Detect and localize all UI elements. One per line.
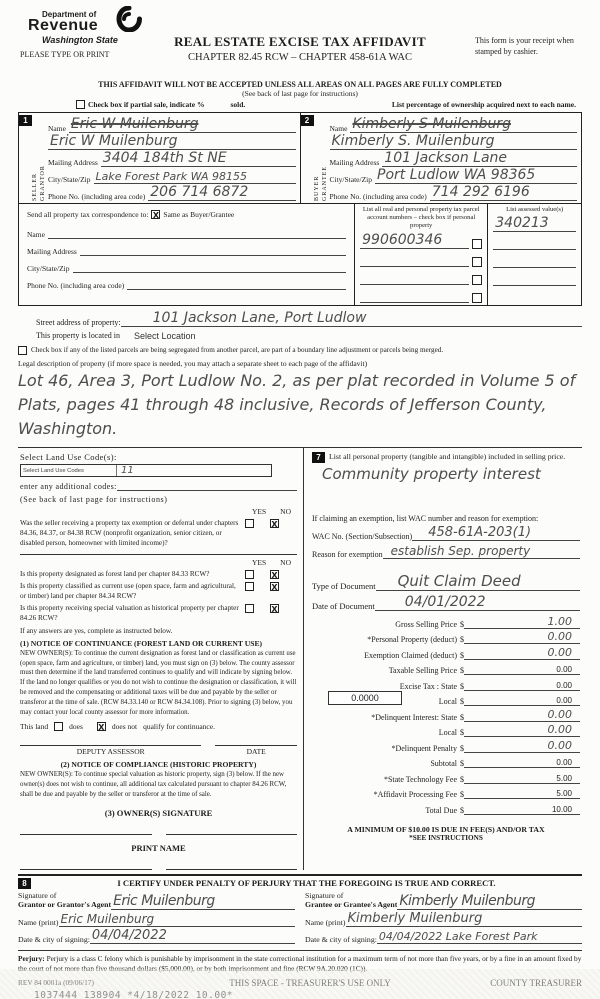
corr-phone-label: Phone No. (including area code) xyxy=(27,281,125,290)
fee-exemption-value: 0.00 xyxy=(547,645,572,659)
fee-row-taxable: Taxable Selling Price $ 0.00 xyxy=(312,660,580,676)
divider xyxy=(20,554,297,555)
buyer-city-label: City/State/Zip xyxy=(329,175,372,184)
corr-name-label: Name xyxy=(27,230,45,239)
reason-label: Reason for exemption xyxy=(312,550,383,560)
street-address-value: 101 Jackson Lane, Port Ludlow xyxy=(152,309,367,326)
notice-compliance-body: NEW OWNER(S): To continue special valuation as historic property, sign (3) below. If the new owner(s) does not wish to continue, all additional tax calculated pursuant to chapter 84.26 RCW, shall be due and payable by the seller or transferor at the time of sale. xyxy=(20,771,287,799)
form-subtitle: CHAPTER 82.45 RCW – CHAPTER 458-61A WAC xyxy=(188,52,412,63)
buyer-phone-value: 714 292 6196 xyxy=(431,184,530,200)
buyer-side-labels xyxy=(314,115,330,201)
notice-continuance-body: NEW OWNER(S): To continue the current designation as forest land or classification as current use (open space, farm and agriculture, or timber) land, you must sign on (3) below. The county assessor must then determine if the land transferred continues to qualify and will indicate by signing below. If the land no longer qualifies or you do not wish to continue the designation or classification, it will be removed and the compensating or additional taxes will be due and payable by the seller or transferor at the time of sale. (RCW 84.33.140 or RCW 84.34.108). Prior to signing (3) below, you may contact your local county assessor for more information. xyxy=(20,649,297,716)
additional-codes-label: enter any additional codes: xyxy=(20,482,117,492)
q-forest-yes-checkbox[interactable] xyxy=(245,570,254,579)
grantor-date-label: Date & city of signing: xyxy=(18,934,90,944)
land-use-dropdown[interactable] xyxy=(20,464,272,477)
treasurer-space-label: THIS SPACE - TREASURER'S USE ONLY xyxy=(229,977,391,988)
location-dropdown[interactable]: Select Location xyxy=(133,330,196,341)
seller-city-value: Lake Forest Park WA 98155 xyxy=(95,170,247,183)
fee-dil-value: 0.00 xyxy=(547,723,572,737)
seller-name-scribble: Eric W Muilenburg xyxy=(70,116,199,132)
parties-box xyxy=(18,112,582,306)
exemption-heading: If claiming an exemption, list WAC number and reason for exemption: xyxy=(312,514,539,524)
section-1-badge: 1 xyxy=(19,115,32,126)
doc-date-value: 04/01/2022 xyxy=(404,594,486,611)
parcel-line-2[interactable] xyxy=(360,251,469,267)
legal-description-label: Legal description of property (if more space is needed, you may attach a separate sheet to each page of the affidavit) xyxy=(18,358,368,368)
assessed-line-2[interactable] xyxy=(493,234,576,250)
grantor-print-line[interactable] xyxy=(59,912,296,927)
grantor-print-value: Eric Muilenburg xyxy=(60,911,155,926)
assessed-line-3[interactable] xyxy=(493,252,576,268)
question-historic: Is this property receiving special valuation as historical property per chapter 84.26 RCW? X xyxy=(20,603,278,622)
parcel-checkbox-4[interactable] xyxy=(472,293,482,303)
assessed-heading: List assessed value(s) xyxy=(506,206,564,213)
seller-mailing-label: Mailing Address xyxy=(48,158,98,167)
legal-description-value: Lot 46, Area 3, Port Ludlow No. 2, as per plat recorded in Volume 5 of Plats, pages 41 through 48 inclusive, Records of Jefferson County, Washington. xyxy=(18,370,576,439)
see-back-note: (See back of last page for instructions) xyxy=(242,89,358,98)
corr-mailing-line[interactable] xyxy=(80,241,346,256)
buyer-mailing-line[interactable] xyxy=(382,152,577,167)
wac-line[interactable] xyxy=(412,526,580,541)
see-instructions-note: *SEE INSTRUCTIONS xyxy=(409,833,483,842)
fee-row-tech-fee: *State Technology Fee $ 5.00 xyxy=(312,768,580,784)
buyer-mailing-label: Mailing Address xyxy=(329,158,380,167)
additional-codes-line[interactable] xyxy=(117,481,297,491)
land-use-column xyxy=(18,448,304,870)
seller-city-label: City/State/Zip xyxy=(48,175,91,184)
grantor-signature-block xyxy=(18,891,295,944)
buyer-name-label: Name xyxy=(329,124,348,133)
yes-label: YES xyxy=(251,507,267,517)
corr-city-label: City/State/Zip xyxy=(27,264,70,273)
land-does-checkbox[interactable] xyxy=(54,722,63,731)
tax-column xyxy=(304,448,582,870)
buyer-phone-line[interactable] xyxy=(430,186,577,201)
fee-row-local: 0.0000 Local $ 0.00 xyxy=(312,691,580,707)
fee-gross-value: 1.00 xyxy=(547,614,572,628)
section-8-badge: 8 xyxy=(18,878,31,889)
deputy-assessor-row xyxy=(20,745,297,756)
personal-property-heading: List all personal property (tangible and intangible) included in selling price. xyxy=(329,452,566,462)
main-columns xyxy=(18,447,582,870)
grantor-label: GRANTOR xyxy=(40,165,46,201)
warning-line: THIS AFFIDAVIT WILL NOT BE ACCEPTED UNLESS ALL AREAS ON ALL PAGES ARE FULLY COMPLETED xyxy=(98,80,502,89)
segregated-checkbox[interactable] xyxy=(18,346,27,355)
doc-date-row xyxy=(312,591,580,611)
fee-row-personal-property: *Personal Property (deduct) $ 0.00 xyxy=(312,629,580,645)
land-does-not-checkbox[interactable]: X xyxy=(98,723,105,733)
sold-label: sold. xyxy=(230,100,246,109)
treasurer-stamp: 1037444 138904 *4/18/2022 10.00* xyxy=(34,989,234,999)
corr-city-line[interactable] xyxy=(73,258,347,273)
street-address-line[interactable] xyxy=(121,311,582,327)
seller-name-label: Name xyxy=(48,124,66,133)
wac-row xyxy=(312,523,580,541)
notice-continuance-title: (1) NOTICE OF CONTINUANCE (FOREST LAND OR CURRENT USE) xyxy=(20,638,263,648)
perjury-note: Perjury: Perjury is a class C felony which is punishable by imprisonment in the state correctional institution for a maximum term of not more than five years, or by a fine in an amount fixed by the court of not more than five thousand dollars ($5,000.00), or by both imprisonment and fine (RCW 9A.20.020 (1C)). xyxy=(18,950,582,974)
land-use-code-value: 11 xyxy=(121,465,134,477)
partial-sale-label: Check box if partial sale, indicate % xyxy=(88,100,205,109)
owner-signature-line-1[interactable] xyxy=(20,834,152,835)
parcel-line-3[interactable] xyxy=(360,269,469,285)
doc-type-label: Type of Document xyxy=(312,581,376,592)
q-forest-no-checkbox[interactable]: X xyxy=(271,570,278,580)
fee-subtotal-value: 0.00 xyxy=(556,758,572,768)
fee-row-processing-fee: *Affidavit Processing Fee $ 5.00 xyxy=(312,784,580,800)
logo-revenue-text: Revenue xyxy=(28,17,99,34)
buyer-city-value: Port Ludlow WA 98365 xyxy=(377,167,536,183)
reason-row xyxy=(312,541,580,559)
local-rate-box[interactable]: 0.0000 xyxy=(328,691,402,705)
logo-dept-text: Department of xyxy=(42,10,97,19)
fee-table xyxy=(312,613,580,815)
land-use-heading: Select Land Use Code(s): xyxy=(20,452,117,463)
grantee-sig-label: Signature of Grantee or Grantee's Agent xyxy=(305,890,398,910)
deputy-date-line: DATE xyxy=(215,745,297,756)
fee-total-value: 10.00 xyxy=(551,804,572,814)
reason-line[interactable] xyxy=(383,544,580,559)
parcel-line-4[interactable] xyxy=(360,287,469,303)
assessed-values-section xyxy=(487,204,581,305)
question-exemption: Was the seller receiving a property tax exemption or deferral under chapters 84.36, 84.37, or 84.38 RCW (nonprofit organization, senior citizen, or disabled person, homeowner with limited income)? X xyxy=(20,519,278,548)
fee-row-delinquent-interest-local: Local $ 0.00 xyxy=(312,722,580,738)
yes-no-header-1 xyxy=(20,507,297,516)
seller-name-line[interactable] xyxy=(69,118,296,133)
parcel-line-1[interactable] xyxy=(360,233,469,249)
if-yes-note: If any answers are yes, complete as instructed below. xyxy=(20,626,173,635)
q-historic-no-checkbox[interactable]: X xyxy=(271,604,278,614)
wac-value: 458-61A-203(1) xyxy=(428,525,532,541)
buyer-phone-label: Phone No. (including area code) xyxy=(329,192,427,201)
wac-label: WAC No. (Section/Subsection) xyxy=(312,532,413,542)
logo-state-text: Washington State xyxy=(42,35,118,45)
owner-signature-lines xyxy=(20,834,297,835)
fee-local-value: 0.00 xyxy=(556,696,572,706)
fee-row-excise-state: Excise Tax : State $ 0.00 xyxy=(312,675,580,691)
partial-sale-row xyxy=(18,100,582,109)
scan-noise xyxy=(0,969,600,999)
same-as-buyer-checkbox[interactable]: X xyxy=(152,211,159,220)
seller-section xyxy=(19,113,300,203)
correspondence-section xyxy=(19,204,354,305)
partial-sale-checkbox[interactable] xyxy=(76,100,85,109)
seller-side-labels xyxy=(32,115,48,201)
please-type-note: PLEASE TYPE OR PRINT xyxy=(20,50,110,59)
seller-mailing-value: 3404 184th St NE xyxy=(102,150,227,166)
street-address-row xyxy=(18,311,582,327)
ownership-note: List percentage of ownership acquired next to each name. xyxy=(391,100,576,109)
parcel-numbers-section xyxy=(354,204,487,305)
personal-property-value: Community property interest xyxy=(322,465,541,484)
section-7-badge: 7 xyxy=(312,452,325,463)
grantee-date-value: 04/04/2022 Lake Forest Park xyxy=(378,929,538,943)
doc-date-line[interactable] xyxy=(375,596,580,611)
corr-phone-line[interactable] xyxy=(127,275,346,290)
print-name-line-2[interactable] xyxy=(166,869,298,870)
seller-phone-value: 206 714 6872 xyxy=(150,184,249,200)
corr-name-line[interactable] xyxy=(48,224,346,239)
fee-row-subtotal: Subtotal $ 0.00 xyxy=(312,753,580,769)
revenue-swirl-icon xyxy=(116,6,142,37)
seller-name-value: Eric W Muilenburg xyxy=(50,133,178,149)
parcel-number-value: 990600346 xyxy=(362,231,443,248)
section-2-badge: 2 xyxy=(301,115,314,126)
grantor-print-label: Name (print) xyxy=(18,917,59,927)
grantor-signature: Eric Muilenburg xyxy=(113,892,215,909)
yes-no-header-2: YES NO xyxy=(251,557,291,567)
fee-processing-value: 5.00 xyxy=(556,789,572,799)
receipt-note: This form is your receipt when stamped by cashier. xyxy=(475,36,574,56)
parcel-checkbox-3[interactable] xyxy=(472,275,482,285)
certify-statement: I CERTIFY UNDER PENALTY OF PERJURY THAT THE FOREGOING IS TRUE AND CORRECT. xyxy=(117,878,496,889)
deputy-assessor-line: DEPUTY ASSESSOR xyxy=(20,745,201,756)
buyer-name-scribble: Kimberly S Muilenburg xyxy=(352,116,511,132)
doc-type-line[interactable] xyxy=(376,572,580,591)
grantee-signature-line[interactable] xyxy=(397,892,582,910)
correspondence-band xyxy=(19,203,581,305)
grantor-sig-label: Signature of Grantor or Grantor's Agent xyxy=(18,890,112,910)
segregated-row xyxy=(18,346,582,355)
buyer-name-value: Kimberly S. Muilenburg xyxy=(331,133,495,149)
minimum-note: A MINIMUM OF $10.00 IS DUE IN FEE(S) AND/OR TAX xyxy=(347,824,545,834)
located-label: This property is located in xyxy=(36,331,120,341)
buyer-section xyxy=(300,113,582,203)
doc-type-row xyxy=(312,571,580,591)
grantor-signature-line[interactable] xyxy=(111,892,295,910)
seller-phone-line[interactable] xyxy=(148,186,295,201)
fee-row-delinquent-interest-state: *Delinquent Interest: State $ 0.00 xyxy=(312,706,580,722)
parcel-checkbox-2[interactable] xyxy=(472,257,482,267)
q-current-use-yes-checkbox[interactable] xyxy=(245,582,254,591)
fee-row-total-due: Total Due $ 10.00 xyxy=(312,799,580,815)
located-row xyxy=(18,331,582,341)
grantee-print-label: Name (print) xyxy=(305,917,346,927)
doc-date-label: Date of Document xyxy=(312,601,375,612)
fee-row-exemption: Exemption Claimed (deduct) $ 0.00 xyxy=(312,644,580,660)
send-correspondence-label: Send all property tax correspondence to: xyxy=(27,210,149,219)
grantee-label: GRANTEE xyxy=(321,166,328,201)
q-current-use-no-checkbox[interactable]: X xyxy=(271,582,278,592)
print-name-lines xyxy=(20,869,297,870)
rev-code: REV 84 0001a (09/06/17) xyxy=(18,977,94,987)
grantor-date-line[interactable] xyxy=(90,929,295,944)
parcel-checkbox-1[interactable] xyxy=(472,239,482,249)
land-use-dropdown-label: Select Land Use Codes xyxy=(21,465,117,476)
corr-mailing-label: Mailing Address xyxy=(27,247,77,256)
q-exemption-yes-checkbox[interactable] xyxy=(245,519,254,528)
street-address-label: Street address of property: xyxy=(36,317,121,327)
grantee-date-label: Date & city of signing: xyxy=(305,934,377,944)
owners-signature-label: (3) OWNER(S) SIGNATURE xyxy=(104,807,213,818)
doc-type-value: Quit Claim Deed xyxy=(397,572,521,591)
fee-excise-state-value: 0.00 xyxy=(556,680,572,690)
county-treasurer-label: COUNTY TREASURER xyxy=(490,977,582,988)
seller-name-line-2[interactable] xyxy=(48,135,296,150)
buyer-city-line[interactable] xyxy=(375,169,577,184)
seller-label: SELLER xyxy=(32,173,39,201)
no-label: NO xyxy=(280,507,291,517)
same-as-buyer-label: Same as Buyer/Grantee xyxy=(163,210,235,219)
seller-phone-label: Phone No. (including area code) xyxy=(48,192,146,201)
fee-row-delinquent-penalty: *Delinquent Penalty $ 0.00 xyxy=(312,737,580,753)
see-back-note-2: (See back of last page for instructions) xyxy=(20,495,168,505)
fee-pp-value: 0.00 xyxy=(547,630,572,644)
fee-dis-value: 0.00 xyxy=(547,707,572,721)
buyer-name-line-2[interactable] xyxy=(330,135,578,150)
seller-city-line[interactable] xyxy=(94,169,296,184)
q-exemption-no-checkbox[interactable]: X xyxy=(271,520,278,530)
notice-compliance-title: (2) NOTICE OF COMPLIANCE (HISTORIC PROPERTY) xyxy=(60,760,257,770)
grantee-date-line[interactable] xyxy=(377,929,582,944)
question-forest-land: Is this property designated as forest land per chapter 84.33 RCW? X xyxy=(20,569,278,580)
segregated-note: Check box if any of the listed parcels are being segregated from another parcel, are part of a boundary line adjustment or parcels being merged. xyxy=(31,346,444,355)
assessed-value: 340213 xyxy=(495,215,549,232)
q-historic-yes-checkbox[interactable] xyxy=(245,604,254,613)
buyer-mailing-value: 101 Jackson Lane xyxy=(384,150,508,166)
parcel-heading: List all real and personal property tax parcel account numbers – check box if personal property xyxy=(362,206,480,230)
print-name-line-1[interactable] xyxy=(20,869,152,870)
question-current-use: Is this property classified as current use (open space, farm and agricultural, or timber) land per chapter 84.34 RCW? X xyxy=(20,581,278,600)
this-land-row: This land does X does not qualify for continuance. xyxy=(20,722,215,733)
grantee-print-line[interactable] xyxy=(346,912,583,927)
seller-mailing-line[interactable] xyxy=(101,152,296,167)
reason-value: establish Sep. property xyxy=(390,544,531,559)
fee-taxable-value: 0.00 xyxy=(556,665,572,675)
certification-section xyxy=(18,874,582,944)
grantor-date-value: 04/04/2022 xyxy=(91,927,167,943)
form-header xyxy=(18,8,582,94)
form-title: REAL ESTATE EXCISE TAX AFFIDAVIT xyxy=(174,34,426,49)
grantee-print-value: Kimberly Muilenburg xyxy=(347,910,483,926)
grantee-signature-block xyxy=(305,891,582,944)
owner-signature-line-2[interactable] xyxy=(166,834,298,835)
assessed-line-1[interactable] xyxy=(493,216,576,232)
fee-penalty-value: 0.00 xyxy=(547,738,572,752)
fee-row-gross: Gross Selling Price $ 1.00 xyxy=(312,613,580,629)
buyer-name-line[interactable] xyxy=(350,118,577,133)
fee-tech-value: 5.00 xyxy=(556,773,572,783)
print-name-label: PRINT NAME xyxy=(131,842,186,853)
buyer-label: BUYER xyxy=(313,175,320,201)
grantee-signature: Kimberly Muilenburg xyxy=(399,892,536,909)
assessed-line-4[interactable] xyxy=(493,270,576,286)
